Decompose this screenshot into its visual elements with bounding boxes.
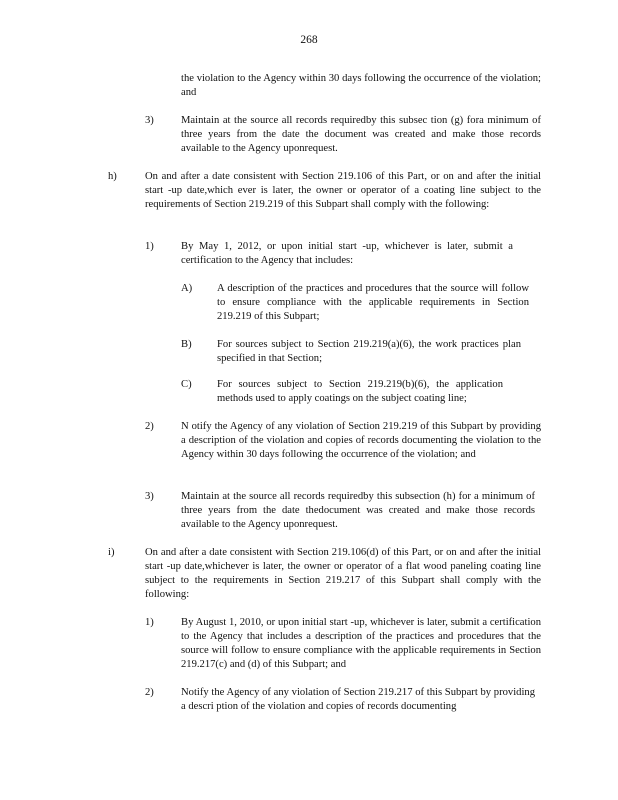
paragraph-h1A: A description of the practices and procedures that the source will follow to ensure compliance with the applicable requirements in Section 219.219 of this Subpart; xyxy=(217,283,529,322)
marker-i: i) xyxy=(108,547,115,558)
marker-h1A: A) xyxy=(181,283,193,294)
marker-h1B: B) xyxy=(181,339,192,350)
paragraph-i1: By August 1, 2010, or upon initial start -up, whichever is later, submit a certification to the Agency that includes a description of the practices and procedures that the source will follow to ensure compliance with the applicable requirements in Section 219.217(c) and (d) of this Subpart; and xyxy=(181,617,541,670)
paragraph-g2-continuation: the violation to the Agency within 30 days following the occurrence of the violation; and xyxy=(181,73,541,98)
marker-i2: 2) xyxy=(145,687,154,698)
paragraph-h1C: For sources subject to Section 219.219(b)(6), the application methods used to apply coatings on the subject coating line; xyxy=(217,379,503,404)
paragraph-g3: Maintain at the source all records requiredby this subsec tion (g) fora minimum of three years from the date the document was created and make those records available to the Agency uponrequest. xyxy=(181,115,541,154)
paragraph-h: On and after a date consistent with Section 219.106 of this Part, or on and after the initial start -up date,which ever is later, the owner or operator of a coating line subject to the requirements of Section 219.219 of this Subpart shall comply with the following: xyxy=(145,171,541,210)
paragraph-h2: N otify the Agency of any violation of Section 219.219 of this Subpart by providing a description of the violation and copies of records documenting the violation to the Agency within 30 days following the occurrence of the violation; and xyxy=(181,421,541,460)
marker-h: h) xyxy=(108,171,117,182)
marker-h2: 2) xyxy=(145,421,154,432)
marker-g3: 3) xyxy=(145,115,154,126)
paragraph-h1B: For sources subject to Section 219.219(a)(6), the work practices plan specified in that Section; xyxy=(217,339,521,364)
paragraph-h3: Maintain at the source all records requiredby this subsection (h) for a minimum of three years from the date thedocument was created and make those records available to the Agency uponrequest. xyxy=(181,491,535,530)
marker-h3: 3) xyxy=(145,491,154,502)
paragraph-i: On and after a date consistent with Section 219.106(d) of this Part, or on and after the initial start -up date,whichever is later, the owner or operator of a flat wood paneling coating line subject to the requirements in Section 219.217 of this Subpart shall comply with the following: xyxy=(145,547,541,600)
paragraph-h1: By May 1, 2012, or upon initial start -up, whichever is later, submit a certification to the Agency that includes: xyxy=(181,241,513,266)
page-number: 268 xyxy=(300,34,318,46)
marker-i1: 1) xyxy=(145,617,154,628)
paragraph-i2: Notify the Agency of any violation of Section 219.217 of this Subpart by providing a descri ption of the violation and copies of records documenting xyxy=(181,687,535,712)
marker-h1C: C) xyxy=(181,379,192,390)
marker-h1: 1) xyxy=(145,241,154,252)
